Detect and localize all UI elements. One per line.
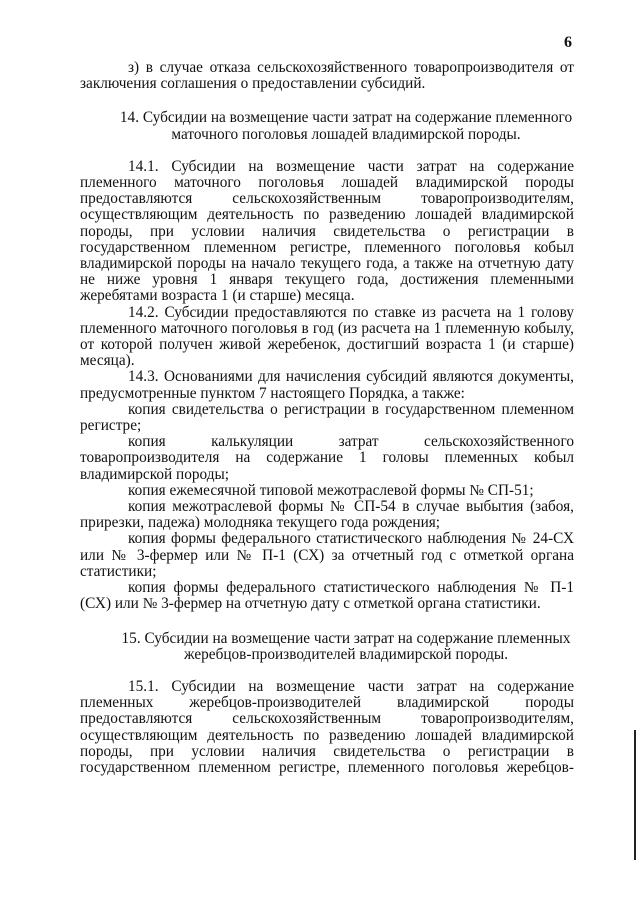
- section-15-heading: 15. Субсидии на возмещение части затрат на содержание племенных жеребцов-производителей владимирской породы.: [121, 629, 571, 663]
- doc-list-item: копия ежемесячной типовой межотраслевой формы № СП-51;: [128, 481, 534, 499]
- doc-list-item: копия свидетельства о регистрации в государственном племенном регистре;: [80, 400, 574, 435]
- section-14-heading: 14. Субсидии на возмещение части затрат на содержание племенного маточного поголовья лошадей владимирской породы.: [119, 109, 573, 143]
- paragraph-15-1: 15.1. Субсидии на возмещение части затрат на содержание племенных жеребцов-производителей владимирской породы предоставляются сельскохозяйственным товаропроизводителям, осуществляющим деятельность по разведению лошадей владимирской породы, при условии наличия свидетельства о регистрации в государственном племенном регистре, племенного поголовья жеребцов-: [80, 677, 574, 776]
- scan-edge-line: [634, 730, 636, 860]
- paragraph-14-2: 14.2. Субсидии предоставляются по ставке из расчета на 1 голову племенного маточного поголовья в год (из расчета на 1 племенную кобылу, от которой получен живой жеребенок, достигший возраста 1 (и старше) месяца).: [80, 303, 574, 370]
- doc-list-item: копия межотраслевой формы № СП-54 в случае выбытия (забоя, прирезки, падежа) молодняка текущего года рождения;: [80, 498, 574, 532]
- document-body: [80, 60, 574, 776]
- doc-list-item: копия формы федерального статистического наблюдения № 24-СХ или № 3-фермер или № П-1 (СХ) за отчетный год с отметкой органа статистики;: [80, 530, 574, 580]
- doc-list-item: копия калькуляции затрат сельскохозяйственного товаропроизводителя на содержание 1 головы племенных кобыл владимирской породы;: [80, 433, 574, 483]
- page-number: 6: [564, 34, 572, 51]
- paragraph-14-3: 14.3. Основаниями для начисления субсидий являются документы, предусмотренные пунктом 7 настоящего Порядка, а также:: [80, 368, 574, 402]
- paragraph-14-1: 14.1. Субсидии на возмещение части затрат на содержание племенного маточного поголовья лошадей владимирской породы предоставляются сельскохозяйственным товаропроизводителям, осуществляющим деятельность по разведению лошадей владимирской породы, при условии наличия свидетельства о регистрации в государственном племенном регистре, племенного поголовья кобыл владимирской породы на начало текущего года, а также на отчетную дату не ниже уровня 1 января текущего года, достижения племенными жеребятами возраста 1 (и старше) месяца.: [80, 157, 574, 305]
- doc-list-item: копия формы федерального статистического наблюдения № П-1 (СХ) или № 3-фермер на отчетную дату с отметкой органа статистики.: [80, 579, 574, 613]
- item-z-paragraph: з) в случае отказа сельскохозяйственного товаропроизводителя от заключения соглашения о предоставлении субсидий.: [80, 59, 574, 93]
